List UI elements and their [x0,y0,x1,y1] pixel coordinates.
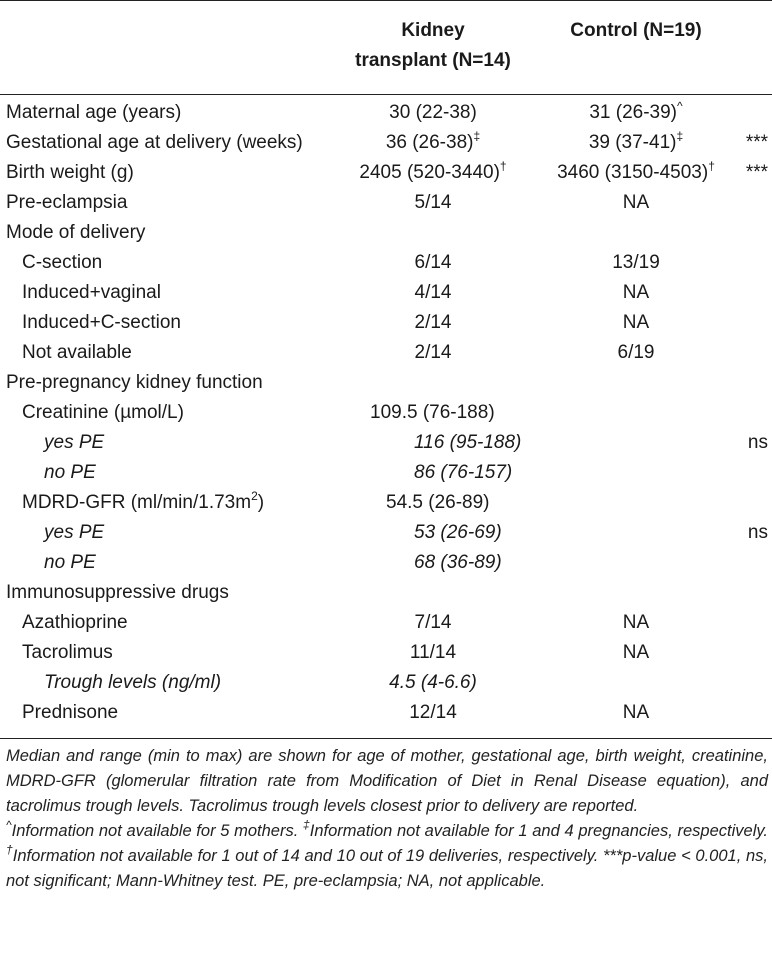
table-row [0,668,772,698]
table-footnotes [6,744,768,894]
control-value: NA [622,612,650,633]
table-row [0,608,772,638]
kidney-value: 54.5 (26-89) [386,492,490,513]
row-label: Mode of delivery [6,222,146,243]
kidney-value: 12/14 [409,702,457,723]
table-row [0,458,772,488]
row-label: Pre-eclampsia [6,192,128,213]
significance: ns [747,522,768,543]
table-row [0,488,772,518]
table-row [0,578,772,608]
row-label: Pre-pregnancy kidney function [6,372,263,393]
control-value: 39 (37-41)‡ [588,128,684,153]
row-label: Tacrolimus [22,642,113,663]
row-label: Prednisone [22,702,119,723]
table-row [0,428,772,458]
row-label: no PE [44,552,96,573]
kidney-value: 2405 (520-3440)† [359,158,507,183]
row-label: Trough levels (ng/ml) [44,672,222,693]
row-label: Azathioprine [22,612,128,633]
top-rule [0,0,772,1]
table-row [0,398,772,428]
control-value: 3460 (3150-4503)† [557,158,715,183]
table-row [0,368,772,398]
table-row [0,158,772,188]
table-row [0,698,772,728]
row-label: Induced+C-section [22,312,181,333]
kidney-value: 109.5 (76-188) [370,402,495,423]
kidney-value: 36 (26-38)‡ [385,128,481,153]
kidney-value: 4/14 [414,282,452,303]
row-label: yes PE [44,522,105,543]
control-value: 31 (26-39)^ [589,98,683,123]
kidney-value: 4.5 (4-6.6) [389,672,477,693]
header-control: Control (N=19) [570,20,702,41]
kidney-value: 6/14 [414,252,452,273]
significance: ns [747,432,768,453]
row-label: yes PE [44,432,105,453]
kidney-value: 116 (95-188) [414,432,522,453]
table-row [0,518,772,548]
row-label: MDRD-GFR $(ml/\min/1.73m^2)$ [22,488,265,513]
kidney-value: 86 (76-157) [414,462,513,483]
significance: *** [745,132,768,153]
row-label: Gestational age at delivery (weeks) [6,132,303,153]
bottom-rule [0,738,772,739]
row-label: C-section [22,252,103,273]
row-label: Immunosuppressive drugs [6,582,229,603]
control-value: NA [622,192,650,213]
table-row [0,188,772,218]
table-row [0,638,772,668]
header-rule [0,94,772,95]
control-value: NA [622,312,650,333]
table-row [0,548,772,578]
control-value: 13/19 [612,252,660,273]
kidney-value: 68 (36-89) [414,552,502,573]
header-kidney-line2: transplant (N=14) [355,50,511,71]
row-label: Induced+vaginal [22,282,161,303]
table-row [0,248,772,278]
row-label: Creatinine (µmol/L) [22,402,184,423]
kidney-value: 2/14 [414,342,452,363]
table-row [0,98,772,128]
table-row [0,338,772,368]
kidney-value: 5/14 [414,192,452,213]
kidney-value: 2/14 [414,312,452,333]
header-kidney-transplant [345,16,521,110]
kidney-value: 30 (22-38) [389,102,477,123]
control-value: 6/19 [617,342,655,363]
control-value: NA [622,282,650,303]
header-kidney-line1: Kidney [401,20,465,41]
table-row [0,278,772,308]
row-label: Birth weight (g) [6,162,134,183]
footnote-symbols: ^Information not available for 5 mothers. ‡Information not available for 1 and 4 pregnancies, respectively. †Information not available for 1 out of 14 and 10 out of 19 deliveries, respectively. ***p-value < 0.001, ns, not significant; Mann-Whitney test. PE, pre-eclampsia; NA, not applicable. [6,817,768,890]
row-label: no PE [44,462,96,483]
row-label: Maternal age (years) [6,102,182,123]
kidney-value: 7/14 [414,612,452,633]
table-row [0,128,772,158]
footnote-methods: Median and range (min to max) are shown for age of mother, gestational age, birth weight, creatinine, MDRD-GFR (glomerular filtration rate from Modification of Diet in Renal Disease equation), and tacrolimus trough levels. Tacrolimus trough levels closest prior to delivery are reported. [6,747,768,815]
row-label: Not available [22,342,132,363]
control-value: NA [622,642,650,663]
kidney-value: 11/14 [409,642,457,663]
table-row [0,218,772,248]
kidney-value: 53 (26-69) [414,522,502,543]
significance: *** [745,162,768,183]
control-value: NA [622,702,650,723]
table-row [0,308,772,338]
